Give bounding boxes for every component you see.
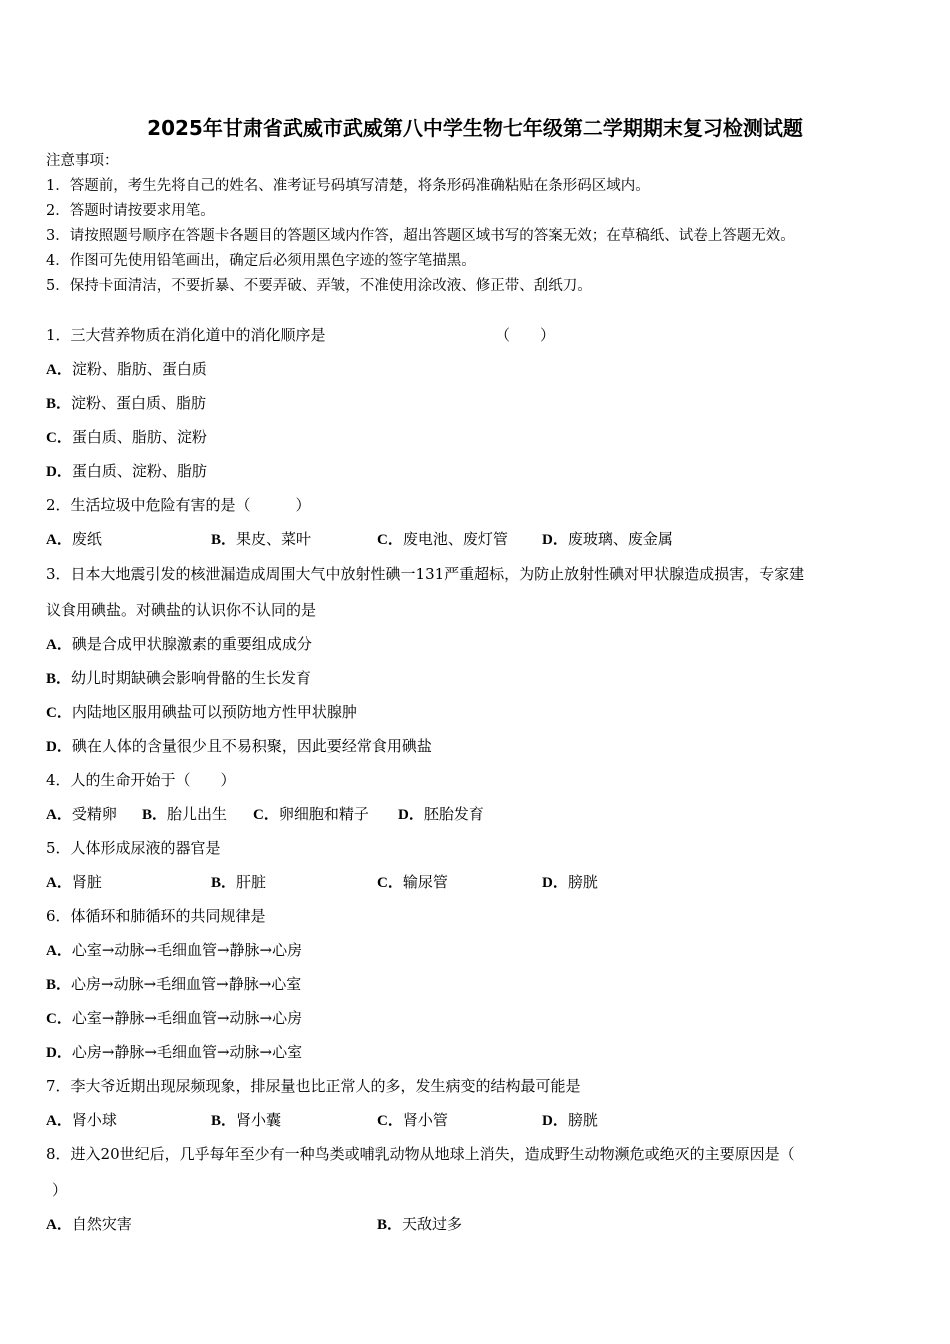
question-6-option-c — [46, 1008, 302, 1029]
option-label: B． — [46, 671, 72, 687]
question-2-option-b — [211, 529, 311, 550]
question-1-option-a — [46, 359, 207, 380]
option-text: 自然灾害 — [71, 1215, 132, 1233]
question-3-option-c — [46, 702, 357, 723]
option-label: C． — [377, 532, 403, 548]
notice-heading: 注意事项： — [46, 153, 119, 169]
option-label: A． — [46, 362, 72, 378]
option-text: 胚胎发育 — [423, 805, 484, 823]
option-text: 受精卵 — [71, 805, 117, 823]
question-4-option-c — [253, 804, 369, 825]
option-text: 心房→动脉→毛细血管→静脉→心室 — [71, 975, 302, 993]
option-text: 膀胱 — [567, 873, 598, 891]
option-label: C． — [46, 1011, 72, 1027]
option-text: 内陆地区服用碘盐可以预防地方性甲状腺肿 — [71, 703, 357, 721]
question-3-option-d — [46, 736, 432, 757]
question-6-option-a — [46, 940, 302, 961]
question-7-option-a — [46, 1110, 117, 1131]
question-5-option-b — [211, 872, 266, 893]
notice-item: 3．请按照题号顺序在答题卡各题目的答题区域内作答，超出答题区域书写的答案无效；在草稿纸、试卷上答题无效。 — [46, 228, 795, 244]
option-label: D． — [542, 1113, 568, 1129]
option-label: D． — [398, 807, 424, 823]
question-5-option-a — [46, 872, 102, 893]
option-label: A． — [46, 637, 72, 653]
notice-item: 5．保持卡面清洁，不要折暴、不要弄破、弄皱，不准使用涂改液、修正带、刮纸刀。 — [46, 278, 592, 294]
question-5-stem: 5．人体形成尿液的器官是 — [46, 839, 221, 857]
option-text: 心房→静脉→毛细血管→动脉→心室 — [71, 1043, 303, 1061]
question-1-option-d — [46, 461, 207, 482]
option-label: A． — [46, 1217, 72, 1233]
option-text: 膀胱 — [567, 1111, 598, 1129]
question-4-stem: 4．人的生命开始于（ ） — [46, 771, 236, 789]
question-7-option-b — [211, 1110, 281, 1131]
notice-item: 4．作图可先使用铅笔画出，确定后必须用黑色字迹的签字笔描黑。 — [46, 253, 476, 269]
question-2-option-d — [542, 529, 673, 550]
question-5-option-d — [542, 872, 598, 893]
question-1-option-c — [46, 427, 207, 448]
question-2-option-c — [377, 529, 508, 550]
option-text: 淀粉、蛋白质、脂肪 — [71, 394, 207, 412]
option-label: A． — [46, 1113, 72, 1129]
question-6-option-b — [46, 974, 301, 995]
question-8-stem-continued: ） — [52, 1181, 68, 1199]
option-label: B． — [211, 875, 237, 891]
option-label: C． — [46, 705, 72, 721]
option-label: A． — [46, 943, 72, 959]
option-text: 胎儿出生 — [167, 805, 228, 823]
option-text: 心室→动脉→毛细血管→静脉→心房 — [71, 941, 303, 959]
question-8-stem: 8．进入20世纪后，几乎每年至少有一种鸟类或哺乳动物从地球上消失，造成野生动物濒危或绝灭的主要原因是（ — [46, 1145, 795, 1163]
option-text: 淀粉、脂肪、蛋白质 — [71, 360, 207, 378]
option-label: D． — [542, 875, 568, 891]
option-label: B． — [46, 977, 72, 993]
question-1-option-b — [46, 393, 206, 414]
option-text: 蛋白质、脂肪、淀粉 — [71, 428, 207, 446]
option-text: 果皮、菜叶 — [236, 530, 312, 548]
question-8-option-a — [46, 1214, 132, 1235]
option-label: C． — [377, 875, 403, 891]
question-6-stem: 6．体循环和肺循环的共同规律是 — [46, 907, 266, 925]
option-label: B． — [46, 396, 72, 412]
question-3-option-a — [46, 634, 312, 655]
option-label: B． — [142, 807, 168, 823]
question-5-option-c — [377, 872, 448, 893]
option-label: D． — [46, 464, 72, 480]
option-text: 肝脏 — [236, 873, 267, 891]
question-1-stem: 1．三大营养物质在消化道中的消化顺序是 — [46, 326, 326, 344]
question-7-option-d — [542, 1110, 598, 1131]
question-3-option-b — [46, 668, 311, 689]
option-label: B． — [211, 1113, 237, 1129]
option-label: B． — [377, 1217, 403, 1233]
question-3-stem-continued: 议食用碘盐。对碘盐的认识你不认同的是 — [46, 601, 317, 619]
option-label: B． — [211, 532, 237, 548]
option-label: D． — [542, 532, 568, 548]
option-label: D． — [46, 1045, 72, 1061]
notice-item: 2．答题时请按要求用笔。 — [46, 203, 215, 219]
option-text: 肾小管 — [402, 1111, 448, 1129]
option-text: 碘是合成甲状腺激素的重要组成成分 — [71, 635, 312, 653]
question-7-stem: 7．李大爷近期出现尿频现象，排尿量也比正常人的多，发生病变的结构最可能是 — [46, 1077, 581, 1095]
option-text: 幼儿时期缺碘会影响骨骼的生长发育 — [71, 669, 312, 687]
question-4-option-b — [142, 804, 227, 825]
option-label: D． — [46, 739, 72, 755]
option-label: C． — [253, 807, 279, 823]
option-label: A． — [46, 532, 72, 548]
option-text: 肾小囊 — [236, 1111, 282, 1129]
page-title: 2025年甘肃省武威市武威第八中学生物七年级第二学期期末复习检测试题 — [147, 116, 803, 140]
question-2-stem: 2．生活垃圾中危险有害的是（ ） — [46, 496, 311, 514]
option-label: A． — [46, 807, 72, 823]
option-text: 肾脏 — [71, 873, 102, 891]
option-label: A． — [46, 875, 72, 891]
option-text: 废玻璃、废金属 — [567, 530, 673, 548]
option-text: 碘在人体的含量很少且不易积聚，因此要经常食用碘盐 — [71, 737, 432, 755]
question-4-option-d — [398, 804, 484, 825]
question-3-stem: 3．日本大地震引发的核泄漏造成周围大气中放射性碘一131严重超标，为防止放射性碘对甲状腺造成损害，专家建 — [46, 565, 805, 583]
question-1-answer-paren: （ ） — [495, 326, 556, 344]
question-4-option-a — [46, 804, 117, 825]
option-text: 输尿管 — [402, 873, 448, 891]
option-text: 心室→静脉→毛细血管→动脉→心房 — [71, 1009, 303, 1027]
option-text: 蛋白质、淀粉、脂肪 — [71, 462, 207, 480]
question-7-option-c — [377, 1110, 448, 1131]
option-text: 肾小球 — [71, 1111, 117, 1129]
option-text: 废电池、废灯管 — [402, 530, 508, 548]
question-2-option-a — [46, 529, 102, 550]
option-text: 天敌过多 — [402, 1215, 463, 1233]
option-label: C． — [377, 1113, 403, 1129]
notice-item: 1．答题前，考生先将自己的姓名、准考证号码填写清楚，将条形码准确粘贴在条形码区域内。 — [46, 178, 650, 194]
option-text: 卵细胞和精子 — [278, 805, 369, 823]
question-6-option-d — [46, 1042, 302, 1063]
question-8-option-b — [377, 1214, 462, 1235]
option-label: C． — [46, 430, 72, 446]
option-text: 废纸 — [71, 530, 102, 548]
